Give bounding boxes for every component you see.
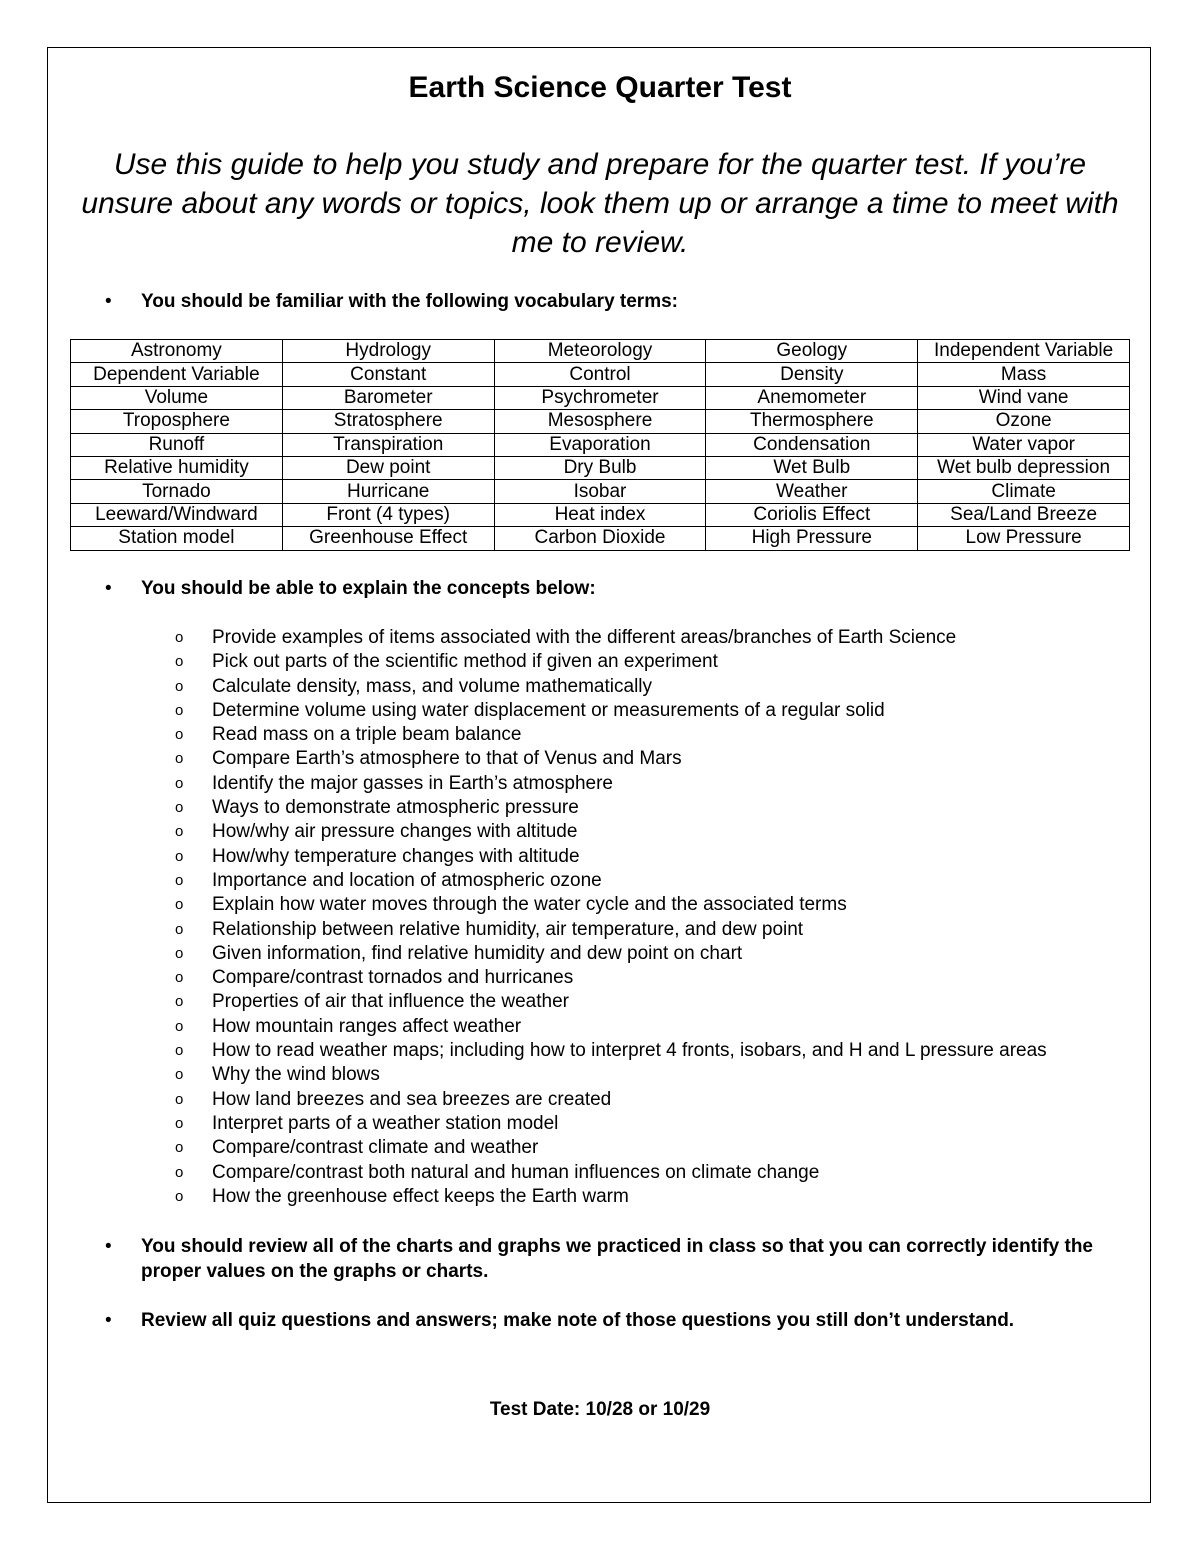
circle-bullet-icon: o (175, 653, 184, 671)
vocab-term: Astronomy (71, 340, 283, 363)
concept-item (175, 626, 1155, 650)
concept-item (175, 723, 1155, 747)
concept-item (175, 845, 1155, 869)
concept-item (175, 1136, 1155, 1160)
vocab-term: Dependent Variable (71, 363, 283, 386)
vocab-term: Sea/Land Breeze (918, 503, 1130, 526)
vocab-heading-item (105, 289, 1145, 314)
vocab-term: Heat index (494, 503, 706, 526)
concept-item (175, 1185, 1155, 1209)
concept-item (175, 1015, 1155, 1039)
circle-bullet-icon: o (175, 1187, 184, 1205)
circle-bullet-icon: o (175, 993, 184, 1011)
concept-item (175, 796, 1155, 820)
vocab-row (71, 340, 1130, 363)
concepts-heading-item (105, 576, 1145, 601)
concept-text: Read mass on a triple beam balance (212, 724, 522, 746)
vocab-term: Ozone (918, 410, 1130, 433)
vocab-row (71, 433, 1130, 456)
vocab-term: Tornado (71, 480, 283, 503)
vocab-term: Runoff (71, 433, 283, 456)
vocab-term: Wind vane (918, 386, 1130, 409)
vocab-term: Station model (71, 527, 283, 550)
concept-item (175, 990, 1155, 1014)
concept-text: Compare/contrast both natural and human influences on climate change (212, 1161, 820, 1183)
bullet-icon: • (105, 1236, 112, 1257)
concept-text: Why the wind blows (212, 1064, 380, 1086)
circle-bullet-icon: o (175, 920, 184, 938)
vocab-row (71, 456, 1130, 479)
concept-item (175, 942, 1155, 966)
concept-text: How mountain ranges affect weather (212, 1015, 522, 1037)
circle-bullet-icon: o (175, 629, 184, 646)
concept-list (175, 626, 1155, 1209)
vocab-term: Anemometer (706, 386, 918, 409)
concept-item (175, 1161, 1155, 1185)
bullet-icon: • (105, 578, 112, 599)
concept-text: Explain how water moves through the water cycle and the associated terms (212, 894, 847, 916)
vocab-row (71, 480, 1130, 503)
vocab-row (71, 527, 1130, 550)
concept-item (175, 1112, 1155, 1136)
vocab-term: Wet bulb depression (918, 456, 1130, 479)
concept-text: How/why air pressure changes with altitude (212, 821, 578, 843)
concept-text: Identify the major gasses in Earth’s atmosphere (212, 772, 613, 794)
bullet-icon: • (105, 291, 112, 312)
vocab-term: Constant (282, 363, 494, 386)
concept-text: Properties of air that influence the weather (212, 991, 569, 1013)
concept-item (175, 675, 1155, 699)
vocab-term: Hurricane (282, 480, 494, 503)
concept-item (175, 1039, 1155, 1063)
vocab-term: Isobar (494, 480, 706, 503)
vocab-term: Thermosphere (706, 410, 918, 433)
vocab-term: Dry Bulb (494, 456, 706, 479)
vocab-term: Low Pressure (918, 527, 1130, 550)
quiz-note-item (105, 1308, 1145, 1333)
vocab-term: Wet Bulb (706, 456, 918, 479)
vocab-term: Evaporation (494, 433, 706, 456)
document-subtitle: Use this guide to help you study and prepare for the quarter test. If you’re unsure about any words or topics, look them up or arrange a time to meet with me to review. (81, 148, 1119, 259)
vocab-term: Leeward/Windward (71, 503, 283, 526)
vocab-term: Relative humidity (71, 456, 283, 479)
vocab-row (71, 410, 1130, 433)
circle-bullet-icon: o (175, 701, 184, 719)
vocab-table (70, 339, 1130, 551)
concept-item (175, 820, 1155, 844)
circle-bullet-icon: o (175, 774, 184, 792)
concept-text: Interpret parts of a weather station model (212, 1112, 559, 1134)
vocab-term: Hydrology (282, 340, 494, 363)
concept-text: Determine volume using water displacement or measurements of a regular solid (212, 699, 885, 721)
vocab-term: Front (4 types) (282, 503, 494, 526)
circle-bullet-icon: o (175, 871, 184, 889)
vocab-term: Water vapor (918, 433, 1130, 456)
vocab-term: Volume (71, 386, 283, 409)
vocab-row (71, 386, 1130, 409)
concept-item (175, 699, 1155, 723)
vocab-term: Control (494, 363, 706, 386)
circle-bullet-icon: o (175, 1114, 184, 1132)
vocab-term: Weather (706, 480, 918, 503)
vocab-term: Dew point (282, 456, 494, 479)
bullet-icon: • (105, 1310, 112, 1331)
charts-note: You should review all of the charts and graphs we practiced in class so that you can correctly identify the proper values on the graphs or charts. (141, 1236, 1094, 1282)
vocab-term: Transpiration (282, 433, 494, 456)
vocab-row (71, 363, 1130, 386)
concept-text: Ways to demonstrate atmospheric pressure (212, 797, 579, 819)
concept-item (175, 650, 1155, 674)
vocab-term: Independent Variable (918, 340, 1130, 363)
concept-item (175, 918, 1155, 942)
circle-bullet-icon: o (175, 1066, 184, 1084)
vocab-term: Condensation (706, 433, 918, 456)
vocab-term: Mass (918, 363, 1130, 386)
vocab-term: High Pressure (706, 527, 918, 550)
circle-bullet-icon: o (175, 750, 184, 768)
circle-bullet-icon: o (175, 1139, 184, 1157)
charts-note-item (105, 1234, 1145, 1284)
circle-bullet-icon: o (175, 896, 184, 914)
vocab-term: Geology (706, 340, 918, 363)
concept-item (175, 869, 1155, 893)
vocab-term: Barometer (282, 386, 494, 409)
circle-bullet-icon: o (175, 677, 184, 695)
circle-bullet-icon: o (175, 847, 184, 865)
vocab-term: Mesosphere (494, 410, 706, 433)
concept-text: Calculate density, mass, and volume mathematically (212, 675, 653, 697)
test-date: Test Date: 10/28 or 10/29 (489, 1399, 711, 1420)
circle-bullet-icon: o (175, 823, 184, 841)
concept-text: How the greenhouse effect keeps the Earth warm (212, 1185, 629, 1207)
circle-bullet-icon: o (175, 944, 184, 962)
vocab-term: Density (706, 363, 918, 386)
concept-item (175, 893, 1155, 917)
document-title: Earth Science Quarter Test (408, 71, 792, 104)
vocab-term: Climate (918, 480, 1130, 503)
concept-item (175, 1088, 1155, 1112)
concept-text: Compare/contrast climate and weather (212, 1137, 539, 1159)
vocab-row (71, 503, 1130, 526)
vocab-term: Stratosphere (282, 410, 494, 433)
circle-bullet-icon: o (175, 726, 184, 744)
concept-text: Compare Earth’s atmosphere to that of Venus and Mars (212, 748, 682, 770)
concept-item (175, 747, 1155, 771)
circle-bullet-icon: o (175, 1090, 184, 1108)
concept-text: How/why temperature changes with altitude (212, 845, 580, 867)
concept-text: Given information, find relative humidity and dew point on chart (212, 942, 743, 964)
circle-bullet-icon: o (175, 1042, 184, 1060)
concept-text: Pick out parts of the scientific method if given an experiment (212, 651, 718, 673)
quiz-note: Review all quiz questions and answers; make note of those questions you still don’t understand. (141, 1310, 1015, 1331)
vocab-term: Greenhouse Effect (282, 527, 494, 550)
concepts-heading: You should be able to explain the concepts below: (141, 578, 596, 599)
vocab-heading: You should be familiar with the following vocabulary terms: (141, 291, 678, 312)
concept-item (175, 966, 1155, 990)
circle-bullet-icon: o (175, 1163, 184, 1181)
concept-text: Importance and location of atmospheric ozone (212, 869, 602, 891)
circle-bullet-icon: o (175, 1017, 184, 1035)
circle-bullet-icon: o (175, 799, 184, 817)
concept-item (175, 772, 1155, 796)
vocab-term: Coriolis Effect (706, 503, 918, 526)
vocab-term: Troposphere (71, 410, 283, 433)
concept-text: Relationship between relative humidity, air temperature, and dew point (212, 918, 804, 940)
concept-text: Compare/contrast tornados and hurricanes (212, 967, 574, 989)
vocab-term: Psychrometer (494, 386, 706, 409)
concept-text: Provide examples of items associated with the different areas/branches of Earth Science (212, 627, 957, 648)
circle-bullet-icon: o (175, 969, 184, 987)
concept-item (175, 1063, 1155, 1087)
vocab-term: Carbon Dioxide (494, 527, 706, 550)
concept-text: How to read weather maps; including how to interpret 4 fronts, isobars, and H and L pressure areas (212, 1040, 1047, 1062)
vocab-term: Meteorology (494, 340, 706, 363)
concept-text: How land breezes and sea breezes are created (212, 1088, 612, 1110)
